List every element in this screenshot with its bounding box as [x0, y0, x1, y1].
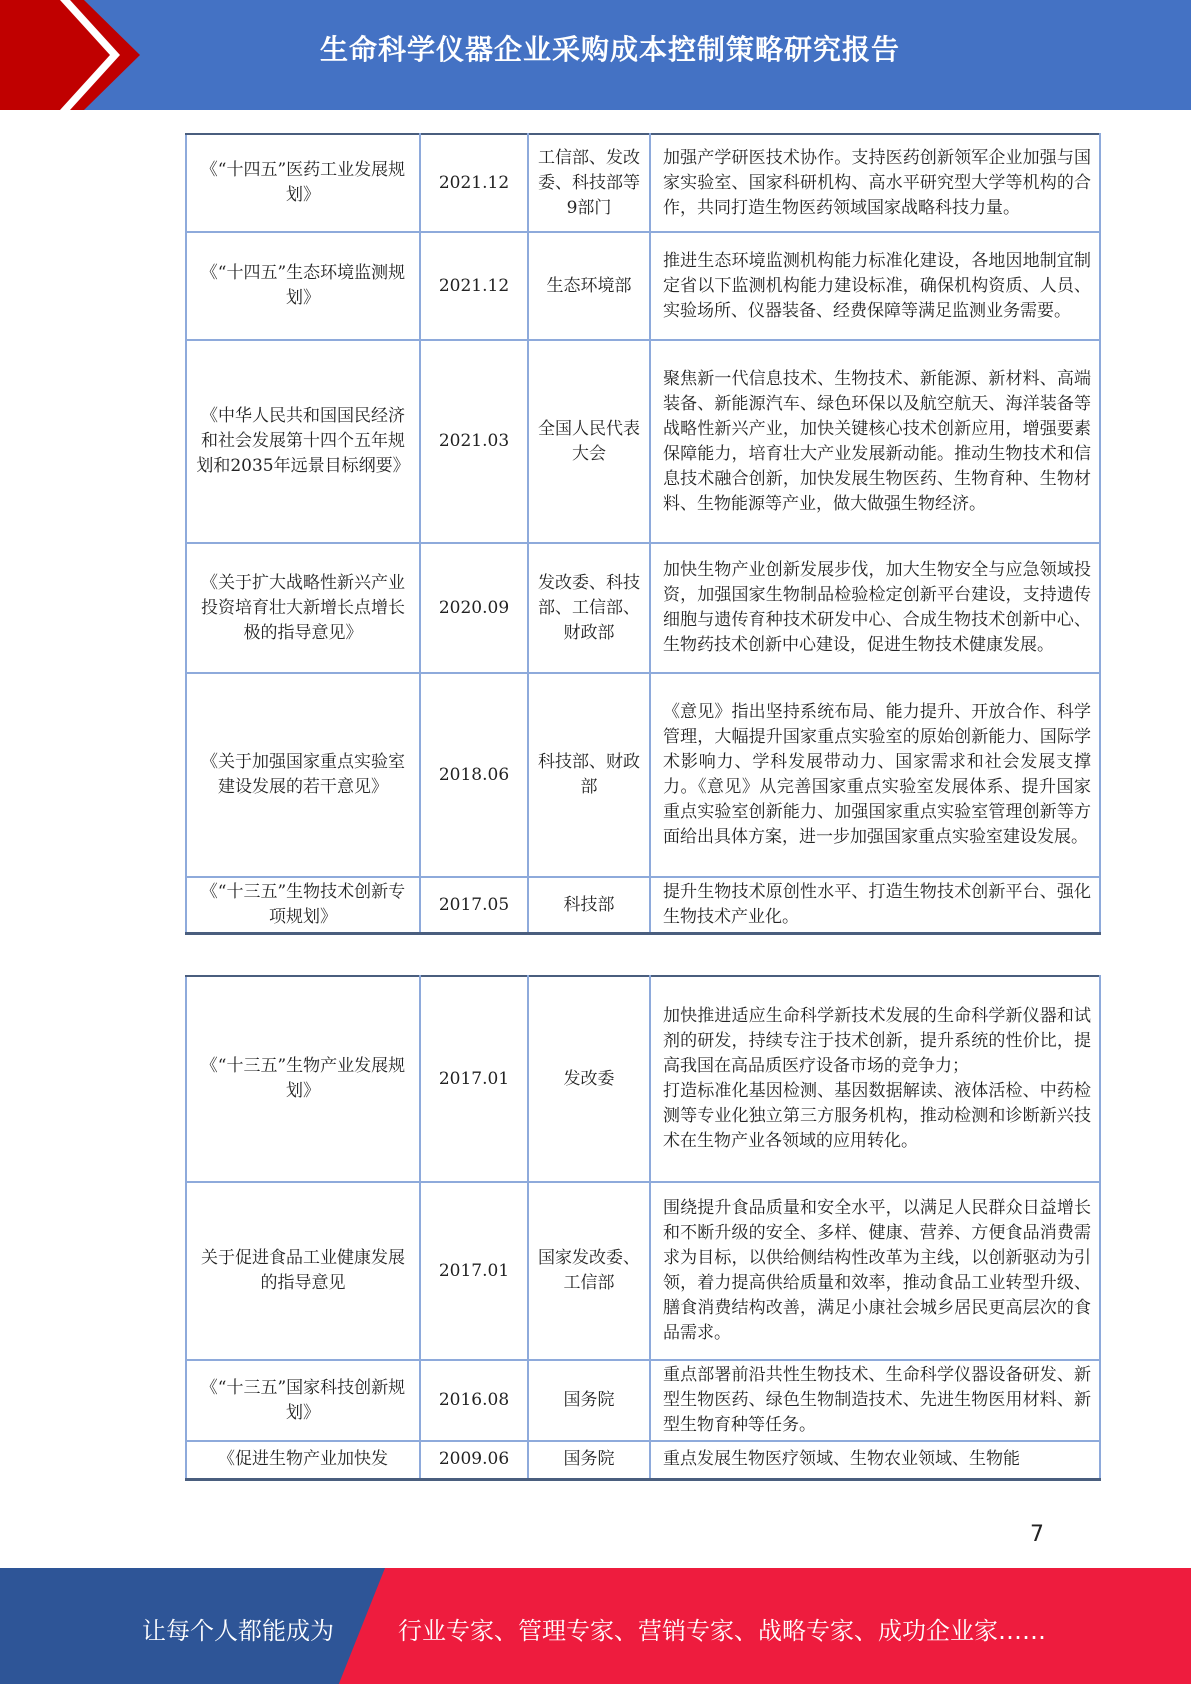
footer-banner: [0, 1568, 1191, 1684]
policy-name: 《“十四五”医药工业发展规划》: [186, 134, 420, 232]
policy-department: 科技部: [528, 877, 650, 934]
policy-date: 2018.06: [420, 673, 528, 877]
policy-department: 国务院: [528, 1360, 650, 1441]
report-header: [0, 0, 1191, 110]
table-row: [186, 232, 1100, 340]
policy-date: 2017.05: [420, 877, 528, 934]
table-row: [186, 1441, 1100, 1479]
table-row: [186, 543, 1100, 673]
page-number: 7: [1030, 1522, 1044, 1547]
policy-description: 加快推进适应生命科学新技术发展的生命科学新仪器和试剂的研发，持续专注于技术创新，提升系统的性价比，提高我国在高品质医疗设备市场的竞争力； 打造标准化基因检测、基因数据解读、液体活检、中药检测等专业化独立第三方服务机构，推动检测和诊断新兴技术在生物产业各领域的应用转化。: [650, 976, 1100, 1182]
policy-name: 《“十三五”国家科技创新规划》: [186, 1360, 420, 1441]
policy-department: 国家发改委、工信部: [528, 1182, 650, 1360]
policy-date: 2017.01: [420, 976, 528, 1182]
policy-department: 发改委、科技部、工信部、财政部: [528, 543, 650, 673]
policy-name: 关于促进食品工业健康发展的指导意见: [186, 1182, 420, 1360]
policy-name: 《中华人民共和国国民经济和社会发展第十四个五年规划和2035年远景目标纲要》: [186, 340, 420, 543]
policy-date: 2009.06: [420, 1441, 528, 1479]
policy-table-1: [185, 133, 1101, 935]
table-row: [186, 340, 1100, 543]
footer-slogan-left: 让每个人都能成为: [142, 1617, 334, 1645]
table-row: [186, 1182, 1100, 1360]
policy-department: 发改委: [528, 976, 650, 1182]
policy-description: 加强产学研医技术协作。支持医药创新领军企业加强与国家实验室、国家科研机构、高水平研究型大学等机构的合作，共同打造生物医药领域国家战略科技力量。: [650, 134, 1100, 232]
policy-name: 《“十四五”生态环境监测规划》: [186, 232, 420, 340]
table-row: [186, 877, 1100, 934]
policy-date: 2020.09: [420, 543, 528, 673]
policy-department: 生态环境部: [528, 232, 650, 340]
policy-name: 《“十三五”生物技术创新专项规划》: [186, 877, 420, 934]
footer-slogan-right: 行业专家、管理专家、营销专家、战略专家、成功企业家……: [398, 1617, 1046, 1645]
policy-date: 2016.08: [420, 1360, 528, 1441]
policy-date: 2021.03: [420, 340, 528, 543]
policy-description: 重点部署前沿共性生物技术、生命科学仪器设备研发、新型生物医药、绿色生物制造技术、先进生物医用材料、新型生物育种等任务。: [650, 1360, 1100, 1441]
policy-description: 加快生物产业创新发展步伐，加大生物安全与应急领域投资，加强国家生物制品检验检定创新平台建设，支持遗传细胞与遗传育种技术研发中心、合成生物技术创新中心、生物药技术创新中心建设，促进生物技术健康发展。: [650, 543, 1100, 673]
policy-description: 围绕提升食品质量和安全水平，以满足人民群众日益增长和不断升级的安全、多样、健康、营养、方便食品消费需求为目标，以供给侧结构性改革为主线，以创新驱动为引领，着力提高供给质量和效率，推动食品工业转型升级、膳食消费结构改善，满足小康社会城乡居民更高层次的食品需求。: [650, 1182, 1100, 1360]
policy-department: 科技部、财政部: [528, 673, 650, 877]
table-row: [186, 673, 1100, 877]
policy-description: 《意见》指出坚持系统布局、能力提升、开放合作、科学管理，大幅提升国家重点实验室的原始创新能力、国际学术影响力、学科发展带动力、国家需求和社会发展支撑力。《意见》从完善国家重点实验室发展体系、提升国家重点实验室创新能力、加强国家重点实验室管理创新等方面给出具体方案，进一步加强国家重点实验室建设发展。: [650, 673, 1100, 877]
policy-table-2: [185, 975, 1101, 1481]
policy-date: 2017.01: [420, 1182, 528, 1360]
policy-department: 工信部、发改委、科技部等9部门: [528, 134, 650, 232]
table-row: [186, 134, 1100, 232]
policy-name: 《关于扩大战略性新兴产业投资培育壮大新增长点增长极的指导意见》: [186, 543, 420, 673]
table-row: [186, 976, 1100, 1182]
table-row: [186, 1360, 1100, 1441]
policy-description: 推进生态环境监测机构能力标准化建设，各地因地制宜制定省以下监测机构能力建设标准，确保机构资质、人员、实验场所、仪器装备、经费保障等满足监测业务需要。: [650, 232, 1100, 340]
policy-description: 提升生物技术原创性水平、打造生物技术创新平台、强化生物技术产业化。: [650, 877, 1100, 934]
report-title: 生命科学仪器企业采购成本控制策略研究报告: [319, 33, 900, 66]
policy-description: 重点发展生物医疗领域、生物农业领域、生物能: [650, 1441, 1100, 1479]
policy-name: 《促进生物产业加快发: [186, 1441, 420, 1479]
policy-name: 《“十三五”生物产业发展规划》: [186, 976, 420, 1182]
policy-department: 国务院: [528, 1441, 650, 1479]
policy-date: 2021.12: [420, 232, 528, 340]
policy-department: 全国人民代表大会: [528, 340, 650, 543]
policy-description: 聚焦新一代信息技术、生物技术、新能源、新材料、高端装备、新能源汽车、绿色环保以及航空航天、海洋装备等战略性新兴产业，加快关键核心技术创新应用，增强要素保障能力，培育壮大产业发展新动能。推动生物技术和信息技术融合创新，加快发展生物医药、生物育种、生物材料、生物能源等产业，做大做强生物经济。: [650, 340, 1100, 543]
policy-date: 2021.12: [420, 134, 528, 232]
policy-name: 《关于加强国家重点实验室建设发展的若干意见》: [186, 673, 420, 877]
